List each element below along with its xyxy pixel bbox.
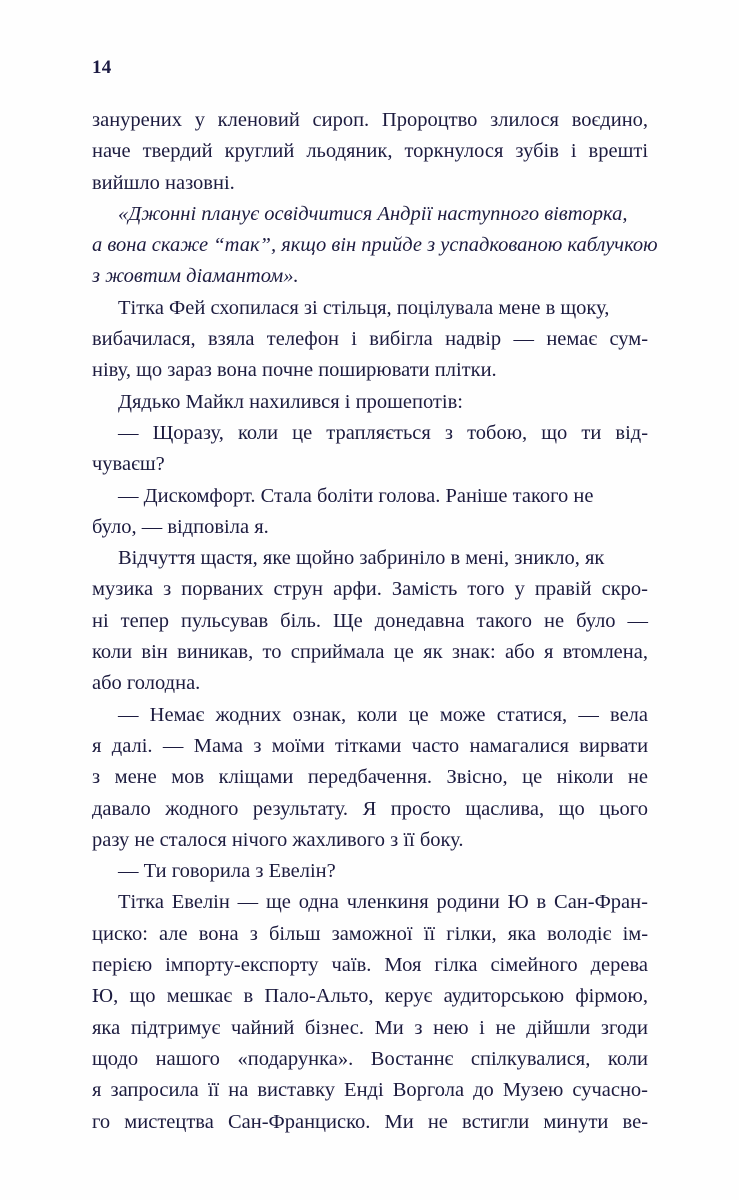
paragraph [92, 543, 648, 699]
text-line: — Дискомфорт. Стала боліти голова. Раніше такого не [118, 484, 594, 507]
text-line: з жовтим діамантом». [92, 265, 299, 288]
text-line: щодо нашого «подарунка». Востаннє спілкувалися, коли [92, 1047, 649, 1070]
text-line: чуваєш? [92, 453, 165, 476]
paragraph-dialogue [92, 856, 648, 887]
paragraph [92, 387, 648, 418]
text-line: Відчуття щастя, яке щойно забриніло в мені, зникло, як [118, 547, 605, 570]
text-line: — Ти говорила з Евелін? [118, 860, 336, 883]
text-line: Дядько Майкл нахилився і прошепотів: [118, 390, 463, 413]
text-line: музика з порваних струн арфи. Замість того у правій скро- [92, 578, 648, 601]
text-line: наче твердий круглий льодяник, торкнулося зубів і врешті [92, 140, 649, 163]
text-line: разу не сталося нічого жахливого з її боку. [92, 828, 464, 851]
text-line: Ю, що мешкає в Пало-Альто, керує аудиторською фірмою, [92, 985, 648, 1008]
text-line: з мене мов кліщами передбачення. Звісно, це ніколи не [92, 766, 648, 789]
text-line: вибачилася, взяла телефон і вибігла надвір — немає сум- [92, 328, 649, 351]
page-number: 14 [92, 57, 112, 78]
body-text-block [92, 105, 658, 1138]
text-line: го мистецтва Сан-Франциско. Ми не встигли минути ве- [92, 1110, 649, 1133]
text-line: — Щоразу, коли це трапляється з тобою, що ти від- [118, 421, 649, 444]
paragraph-dialogue [92, 418, 648, 481]
paragraph [92, 887, 648, 1137]
text-line: яка підтримує чайний бізнес. Ми з нею і не дійшли згоди [92, 1016, 648, 1039]
paragraph-dialogue [92, 700, 648, 856]
text-line: а вона скаже “так”, якщо він прийде з успадкованою каблучкою [92, 234, 658, 257]
text-line: вийшло назовні. [92, 171, 235, 194]
text-line: було, — відповіла я. [92, 515, 269, 538]
paragraph [92, 105, 648, 199]
paragraph-italic-prophecy [92, 199, 658, 293]
paragraph [92, 293, 648, 387]
text-line: «Джонні планує освідчитися Андрії наступного вівторка, [118, 202, 628, 225]
text-line: коли він виникав, то сприймала це як знак: або я втомлена, [92, 641, 648, 664]
paragraph-dialogue [92, 481, 648, 544]
text-line: ні тепер пульсував біль. Ще донедавна такого не було — [92, 609, 649, 632]
text-line: занурених у кленовий сироп. Пророцтво злилося воєдино, [92, 109, 649, 131]
text-line: — Немає жодних ознак, коли це може статися, — вела [118, 703, 649, 726]
text-line: циско: але вона з більш заможної її гілки, яка володіє ім- [92, 922, 649, 945]
text-line: Тітка Евелін — ще одна членкиня родини Ю в Сан-Фран- [118, 891, 648, 914]
text-line: або голодна. [92, 672, 201, 695]
text-line: Тітка Фей схопилася зі стільця, поцілувала мене в щоку, [118, 296, 610, 319]
text-line: давало жодного результату. Я просто щаслива, що цього [92, 797, 648, 820]
text-line: перією імпорту-експорту чаїв. Моя гілка сімейного дерева [92, 954, 649, 977]
text-line: ніву, що зараз вона почне поширювати плітки. [92, 359, 497, 382]
text-line: я запросила її на виставку Енді Воргола до Музею сучасно- [92, 1079, 648, 1102]
text-line: я далі. — Мама з моїми тітками часто намагалися вирвати [92, 734, 649, 757]
